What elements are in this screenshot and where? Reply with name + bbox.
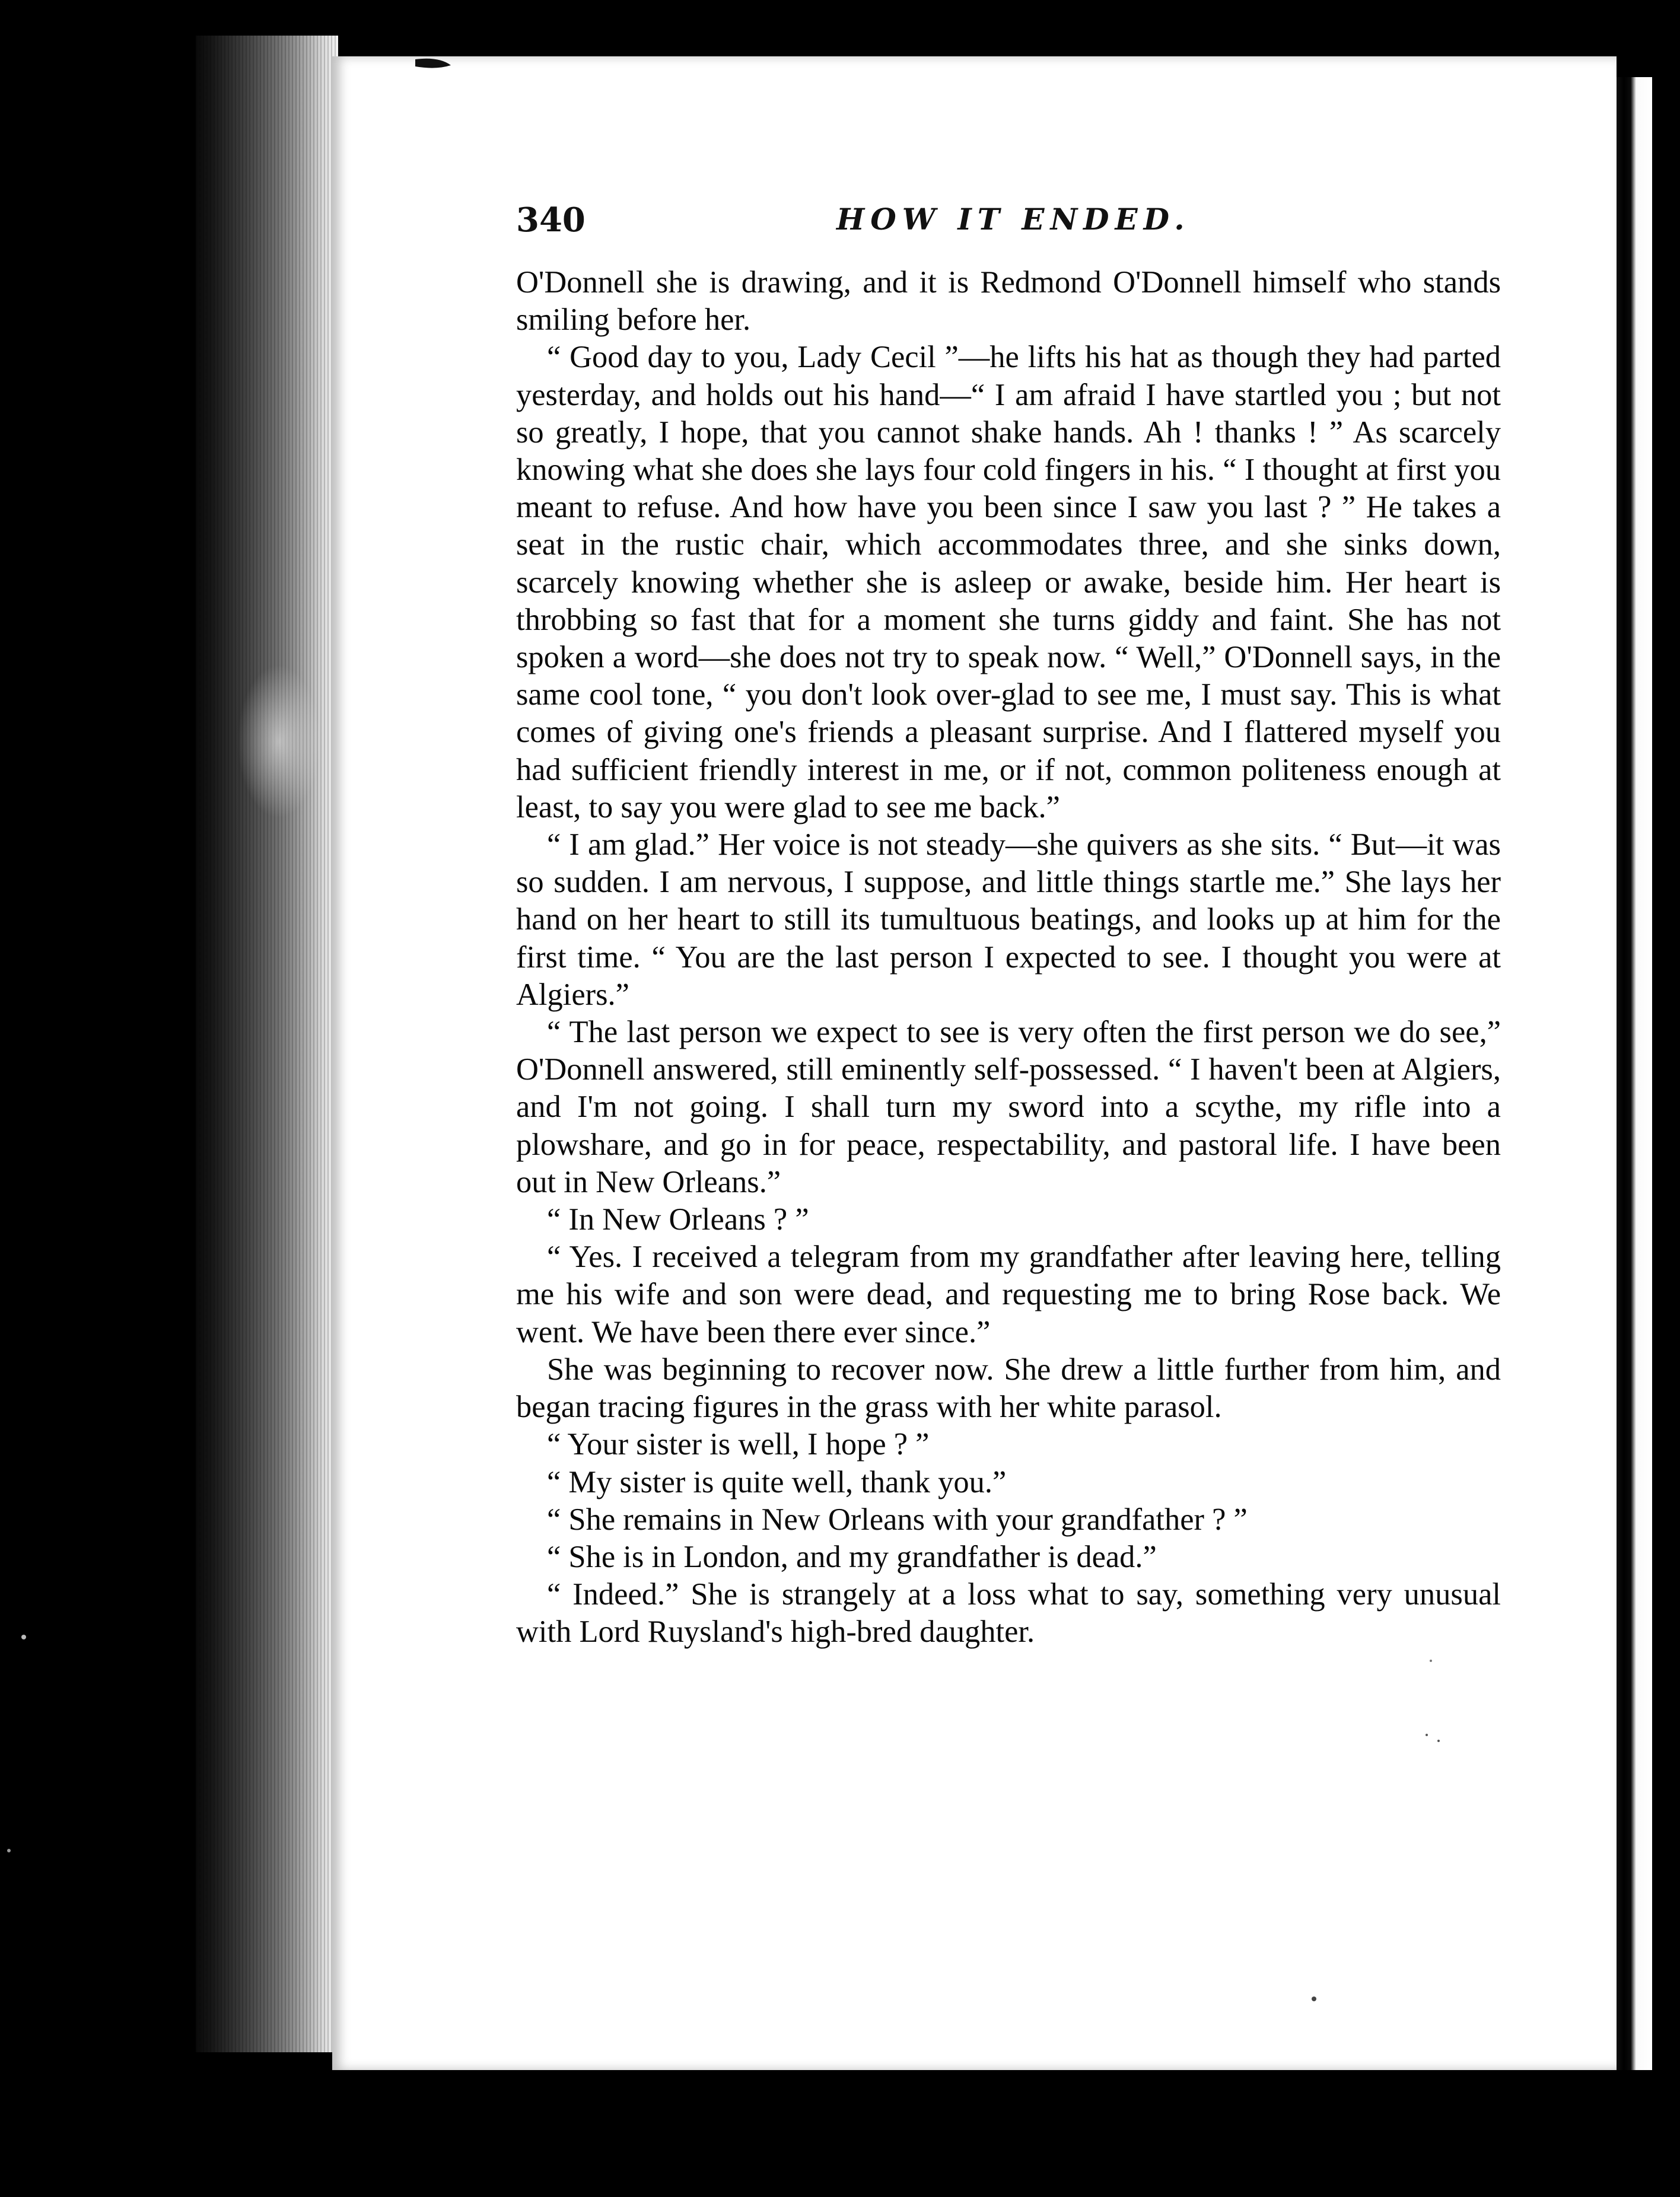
page-number: 340 — [516, 200, 586, 240]
paragraph-11: “ She is in London, and my grandfather is dead.” — [547, 1539, 1157, 1574]
paragraph-8: “ Your sister is well, I hope ? ” — [547, 1427, 930, 1462]
paragraph-2: “ Good day to you, Lady Cecil ”—he lifts his hat as though they had parted yesterday, and holds out his hand—“ I am afraid I have startled you ; but not so greatly, I hope, that you cannot shake hands. Ah ! thanks ! ” As scarcely knowing what she does she lays four cold fingers in his. “ I thought at first you meant to refuse. And how have you been since I saw you last ? ” He takes a seat in the rustic chair, which accommodates three, and she sinks down, scarcely knowing whether she is asleep or awake, beside him. Her heart is throbbing so fast that for a moment she turns giddy and faint. She has not spoken a word—she does not try to speak now. “ Well,” O'Donnell says, in the same cool tone, “ you don't look over-glad to see me, I must say. This is what comes of giving one's friends a pleasant surprise. And I flattered myself you had sufficient friendly interest in me, or if not, common politeness enough at least, to say you were glad to see me back.” — [516, 340, 1501, 824]
scan-bottom-border — [0, 2073, 1680, 2197]
paragraph-12: “ Indeed.” She is strangely at a loss what to say, something very unusual with Lord Ruysland's high-bred daughter. — [516, 1577, 1501, 1650]
paragraph-1: O'Donnell she is drawing, and it is Redmond O'Donnell himself who stands smiling before her. — [516, 265, 1501, 337]
fore-edge-highlight — [237, 664, 320, 819]
paragraph-9: “ My sister is quite well, thank you.” — [547, 1464, 1007, 1499]
paragraph-6: “ Yes. I received a telegram from my grandfather after leaving here, telling me his wife and son were dead, and requesting me to bring Rose back. We went. We have been there ever since.” — [516, 1240, 1501, 1349]
paragraph-5: “ In New Orleans ? ” — [547, 1202, 809, 1237]
adjacent-page-edge — [1617, 77, 1652, 2070]
paragraph-4: “ The last person we expect to see is very often the first person we do see,” O'Donnell answered, still eminently self-possessed. “ I haven't been at Algiers, and I'm not going. I shall turn my sword into a scythe, my rifle into a plowshare, and go in for peace, respectability, and pastoral life. I have been out in New Orleans.” — [516, 1015, 1501, 1199]
paragraph-3: “ I am glad.” Her voice is not steady—she quivers as she sits. “ But—it was so sudden. I am nervous, I suppose, and little things startle me.” She lays her hand on her heart to still its tumultuous beatings, and looks up at him for the first time. “ You are the last person I expected to see. I thought you were at Algiers.” — [516, 827, 1501, 1012]
running-head — [516, 200, 1495, 248]
book-fore-edge — [196, 36, 338, 2052]
body-text — [516, 264, 1501, 1651]
running-title: HOW IT ENDED. — [836, 202, 1191, 237]
paragraph-7: She was beginning to recover now. She drew a little further from him, and began tracing figures in the grass with her white parasol. — [516, 1352, 1501, 1425]
paragraph-10: “ She remains in New Orleans with your grandfather ? ” — [547, 1502, 1248, 1537]
